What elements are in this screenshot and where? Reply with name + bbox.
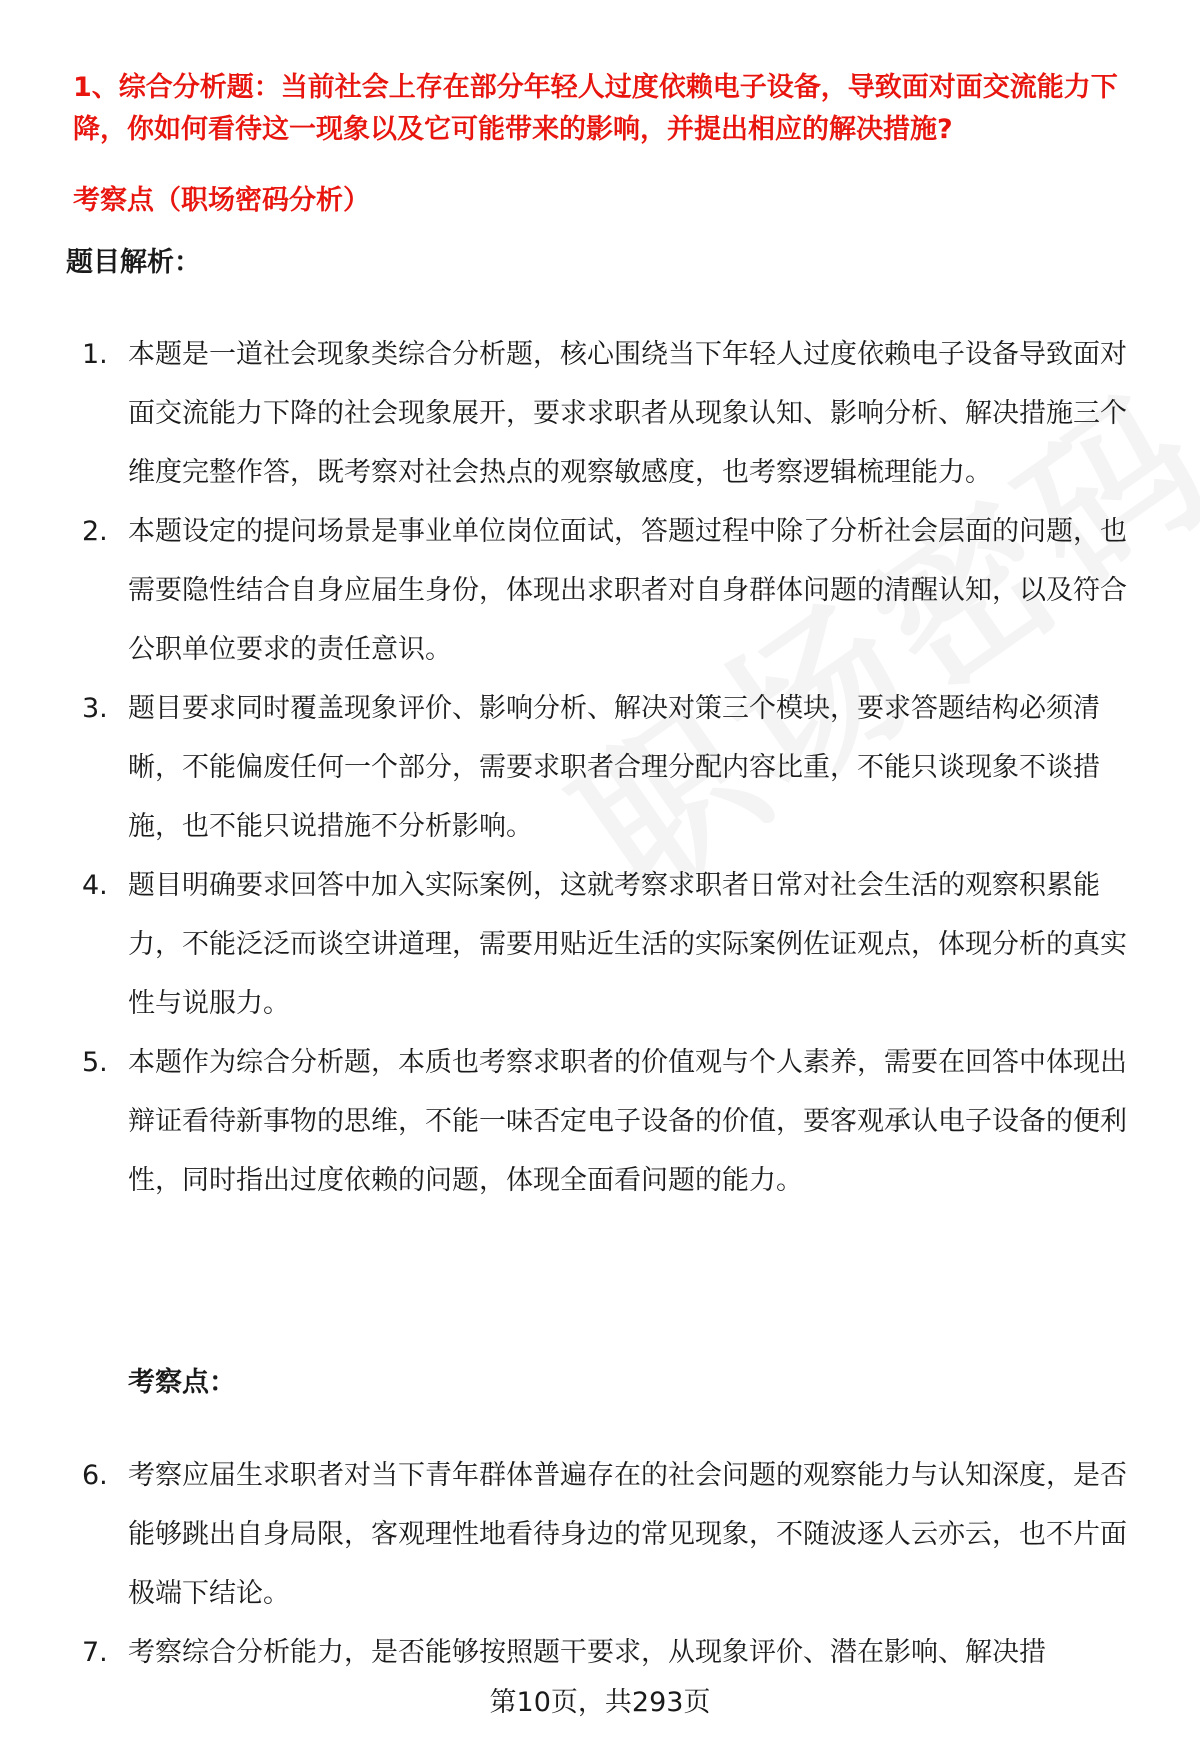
list-item-number: 1.	[82, 339, 108, 370]
list-item	[82, 1446, 1142, 1623]
list-item-number: 2.	[82, 516, 108, 547]
list-item-text: 本题设定的提问场景是事业单位岗位面试，答题过程中除了分析社会层面的问题，也需要隐性结合自身应届生身份，体现出求职者对自身群体问题的清醒认知，以及符合公职单位要求的责任意识。	[128, 516, 1127, 665]
list-item	[82, 679, 1142, 856]
list-item	[82, 856, 1142, 1033]
exam-point-subtitle: 考察点（职场密码分析）	[73, 185, 370, 216]
list-item-text: 考察综合分析能力，是否能够按照题干要求，从现象评价、潜在影响、解决措	[128, 1637, 1046, 1668]
exam-points-section-title: 考察点：	[128, 1367, 236, 1398]
analysis-section-title: 题目解析：	[66, 247, 201, 278]
page-footer: 第10页，共293页	[489, 1687, 711, 1718]
list-item-text: 本题是一道社会现象类综合分析题，核心围绕当下年轻人过度依赖电子设备导致面对面交流能力下降的社会现象展开，要求求职者从现象认知、影响分析、解决措施三个维度完整作答，既考察对社会热点的观察敏感度，也考察逻辑梳理能力。	[128, 339, 1127, 488]
list-item-number: 3.	[82, 693, 108, 724]
question-heading: 1、综合分析题：当前社会上存在部分年轻人过度依赖电子设备，导致面对面交流能力下降，你如何看待这一现象以及它可能带来的影响，并提出相应的解决措施?	[73, 72, 1118, 145]
list-item-text: 本题作为综合分析题，本质也考察求职者的价值观与个人素养，需要在回答中体现出辩证看待新事物的思维，不能一味否定电子设备的价值，要客观承认电子设备的便利性，同时指出过度依赖的问题，体现全面看问题的能力。	[128, 1047, 1127, 1196]
list-item-text: 考察应届生求职者对当下青年群体普遍存在的社会问题的观察能力与认知深度，是否能够跳出自身局限，客观理性地看待身边的常见现象，不随波逐人云亦云，也不片面极端下结论。	[128, 1460, 1127, 1609]
list-item-text: 题目明确要求回答中加入实际案例，这就考察求职者日常对社会生活的观察积累能力，不能泛泛而谈空讲道理，需要用贴近生活的实际案例佐证观点，体现分析的真实性与说服力。	[128, 870, 1127, 1019]
exam-points-list	[82, 1446, 1142, 1682]
list-item-text: 题目要求同时覆盖现象评价、影响分析、解决对策三个模块，要求答题结构必须清晰，不能偏废任何一个部分，需要求职者合理分配内容比重，不能只谈现象不谈措施，也不能只说措施不分析影响。	[128, 693, 1100, 842]
list-item	[82, 502, 1142, 679]
list-item	[82, 1033, 1142, 1210]
list-item	[82, 325, 1142, 502]
list-item	[82, 1623, 1142, 1682]
list-item-number: 6.	[82, 1460, 108, 1491]
list-item-number: 5.	[82, 1047, 108, 1078]
list-item-number: 4.	[82, 870, 108, 901]
analysis-list	[82, 325, 1142, 1210]
list-item-number: 7.	[82, 1637, 108, 1668]
